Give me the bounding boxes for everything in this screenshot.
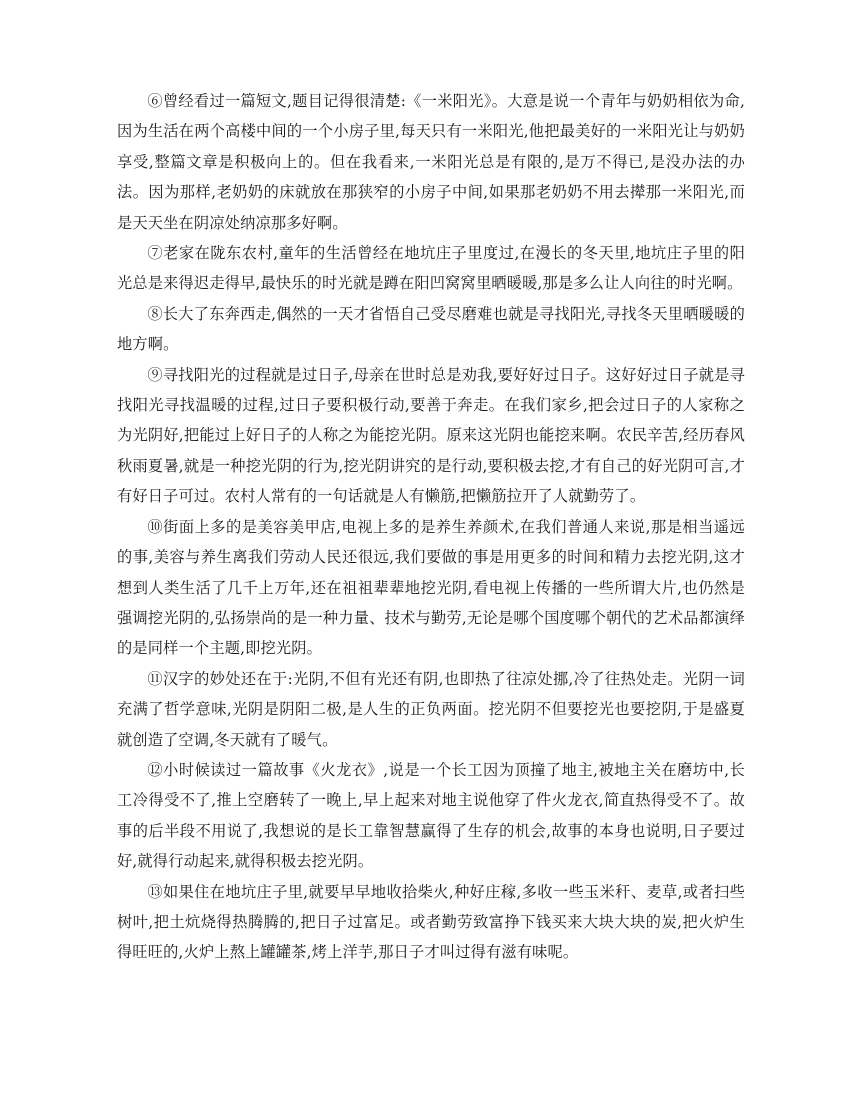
paragraph-11: ⑪汉字的妙处还在于:光阴,不但有光还有阴,也即热了往凉处挪,冷了往热处走。光阴一词充满了哲学意味,光阴是阴阳二极,是人生的正负两面。挖光阴不但要挖光也要挖阴,于是盛夏就创造了空调,冬天就有了暖气。 [117,669,745,749]
article-body [117,86,745,968]
paragraph-9: ⑨寻找阳光的过程就是过日子,母亲在世时总是劝我,要好好过日子。这好好过日子就是寻找阳光寻找温暖的过程,过日子要积极行动,要善于奔走。在我们家乡,把会过日子的人家称之为光阴好,把能过上好日子的人称之为能挖光阴。原来这光阴也能挖来啊。农民辛苦,经历春风秋雨夏暑,就是一种挖光阴的行为,挖光阴讲究的是行动,要积极去挖,才有自己的好光阴可言,才有好日子可过。农村人常有的一句话就是人有懒筋,把懒筋拉开了人就勤劳了。 [117,365,745,506]
paragraph-8: ⑧长大了东奔西走,偶然的一天才省悟自己受尽磨难也就是寻找阳光,寻找冬天里晒暖暖的地方啊。 [117,304,745,354]
paragraph-10: ⑩街面上多的是美容美甲店,电视上多的是养生养颜术,在我们普通人来说,那是相当遥远的事,美容与养生离我们劳动人民还很远,我们要做的事是用更多的时间和精力去挖光阴,这才想到人类生活了几千上万年,还在祖祖辈辈地挖光阴,看电视上传播的一些所谓大片,也仍然是强调挖光阴的,弘扬崇尚的是一种力量、技术与勤劳,无论是哪个国度哪个朝代的艺术品都演绎的是同样一个主题,即挖光阴。 [117,517,745,658]
paragraph-12: ⑫小时候读过一篇故事《火龙衣》,说是一个长工因为顶撞了地主,被地主关在磨坊中,长工冷得受不了,推上空磨转了一晚上,早上起来对地主说他穿了件火龙衣,简直热得受不了。故事的后半段不用说了,我想说的是长工靠智慧赢得了生存的机会,故事的本身也说明,日子要过好,就得行动起来,就得积极去挖光阴。 [117,760,745,871]
paragraph-7: ⑦老家在陇东农村,童年的生活曾经在地坑庄子里度过,在漫长的冬天里,地坑庄子里的阳光总是来得迟走得早,最快乐的时光就是蹲在阳凹窝窝里晒暖暖,那是多么让人向往的时光啊。 [117,244,745,293]
paragraph-13: ⑬如果住在地坑庄子里,就要早早地收拾柴火,种好庄稼,多收一些玉米秆、麦草,或者扫些树叶,把土炕烧得热腾腾的,把日子过富足。或者勤劳致富挣下钱买来大块大块的炭,把火炉生得旺旺的,火炉上熬上罐罐茶,烤上洋芋,那日子才叫过得有滋有味呢。 [117,882,745,962]
paragraph-6: ⑥曾经看过一篇短文,题目记得很清楚:《一米阳光》。大意是说一个青年与奶奶相依为命,因为生活在两个高楼中间的一个小房子里,每天只有一米阳光,他把最美好的一米阳光让与奶奶享受,整篇文章是积极向上的。但在我看来,一米阳光总是有限的,是万不得已,是没办法的办法。因为那样,老奶奶的床就放在那狭窄的小房子中间,如果那老奶奶不用去撵那一米阳光,而是天天坐在阴凉处纳凉那多好啊。 [117,92,745,232]
